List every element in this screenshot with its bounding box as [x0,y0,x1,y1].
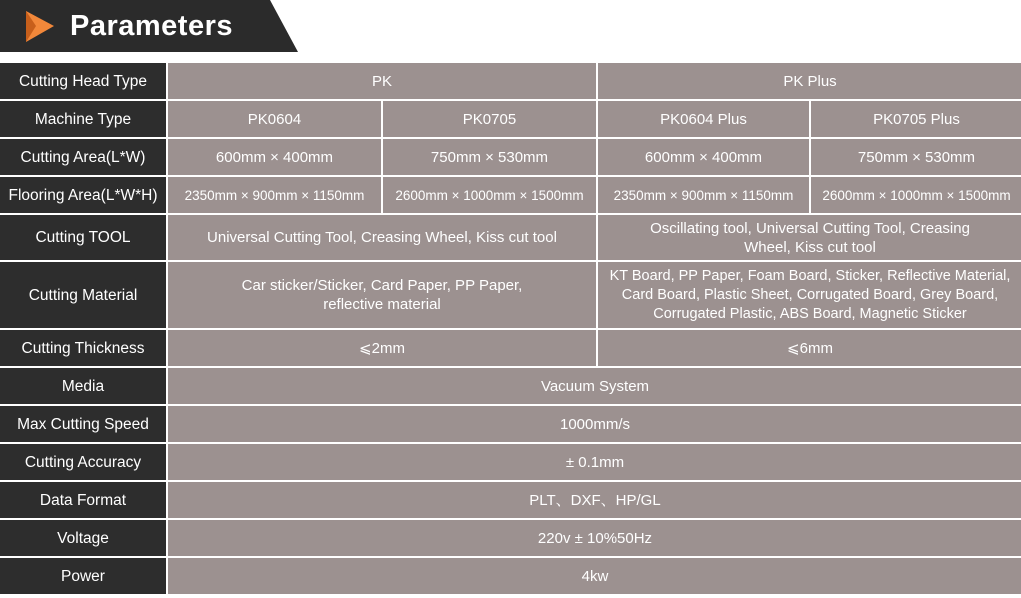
row-label-cutting-head-type: Cutting Head Type [0,63,166,99]
row-label-cutting-material: Cutting Material [0,262,166,328]
parameters-banner [0,0,1021,55]
machine-type-3: PK0604 Plus [598,101,809,137]
flooring-area-2: 2600mm × 1000mm × 1500mm [383,177,596,213]
machine-type-2: PK0705 [383,101,596,137]
cutting-area-1: 600mm × 400mm [168,139,381,175]
row-label-machine-type: Machine Type [0,101,166,137]
row-label-data-format: Data Format [0,482,166,518]
power-value: 4kw [168,558,1021,594]
cutting-tool-pk: Universal Cutting Tool, Creasing Wheel, Kiss cut tool [168,215,596,260]
row-label-flooring-area: Flooring Area(L*W*H) [0,177,166,213]
row-label-cutting-accuracy: Cutting Accuracy [0,444,166,480]
voltage-value: 220v ± 10%50Hz [168,520,1021,556]
machine-type-1: PK0604 [168,101,381,137]
max-cutting-speed-value: 1000mm/s [168,406,1021,442]
row-label-cutting-tool: Cutting TOOL [0,215,166,260]
cutting-area-3: 600mm × 400mm [598,139,809,175]
machine-type-4: PK0705 Plus [811,101,1021,137]
flooring-area-4: 2600mm × 1000mm × 1500mm [811,177,1021,213]
cutting-area-4: 750mm × 530mm [811,139,1021,175]
flooring-area-3: 2350mm × 900mm × 1150mm [598,177,809,213]
page-title: Parameters [70,10,233,42]
row-label-voltage: Voltage [0,520,166,556]
cutting-head-pk-plus: PK Plus [598,63,1021,99]
row-label-cutting-thickness: Cutting Thickness [0,330,166,366]
cutting-head-pk: PK [168,63,596,99]
cutting-thickness-pk: ⩽2mm [168,330,596,366]
cutting-accuracy-value: ± 0.1mm [168,444,1021,480]
row-label-media: Media [0,368,166,404]
cutting-thickness-pk-plus: ⩽6mm [598,330,1021,366]
data-format-value: PLT、DXF、HP/GL [168,482,1021,518]
media-value: Vacuum System [168,368,1021,404]
row-label-max-cutting-speed: Max Cutting Speed [0,406,166,442]
cutting-tool-pk-plus: Oscillating tool, Universal Cutting Tool, Creasing Wheel, Kiss cut tool [598,215,1021,260]
flooring-area-1: 2350mm × 900mm × 1150mm [168,177,381,213]
row-label-power: Power [0,558,166,594]
cutting-material-pk: Car sticker/Sticker, Card Paper, PP Paper, reflective material [168,262,596,328]
row-label-cutting-area: Cutting Area(L*W) [0,139,166,175]
parameters-table [0,63,1021,594]
cutting-material-pk-plus: KT Board, PP Paper, Foam Board, Sticker, Reflective Material, Card Board, Plastic Sheet, Corrugated Board, Grey Board, Corrugated Plastic, ABS Board, Magnetic Sticker [598,262,1021,328]
cutting-area-2: 750mm × 530mm [383,139,596,175]
